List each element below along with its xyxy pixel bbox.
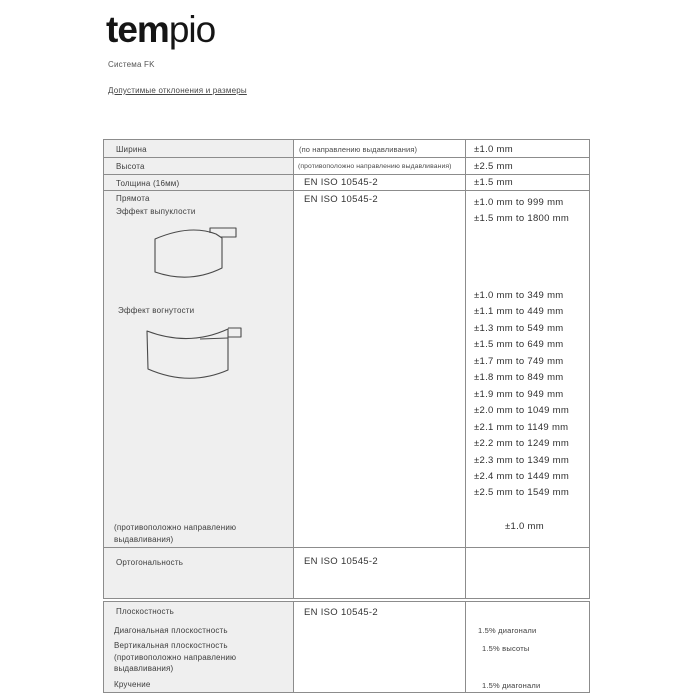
- concavity-values: ±1.0 mm to 349 mm ±1.1 mm to 449 mm ±1.3 mm to 549 mm ±1.5 mm to 649 mm ±1.7 mm to 749 mm ±1.8 mm to 849 mm ±1.9 mm to 949 mm ±2.0 mm to 1049 mm ±2.1 mm to 1149 mm ±2.2 mm to 1249 mm ±2.3 mm to 1349 mm ±2.4 mm to 1449 mm ±2.5 mm to 1549 mm: [474, 290, 570, 499]
- logo-text-light: pio: [168, 9, 216, 50]
- table-row-width: [104, 140, 589, 158]
- row-method: EN ISO 10545-2: [304, 556, 378, 567]
- row-value: ±1.5 mm: [474, 177, 513, 188]
- concave-bow-profile-icon: [144, 323, 246, 387]
- row-label: Ортогональность: [116, 558, 184, 567]
- concavity-label: Эффект вогнутости: [118, 306, 195, 315]
- row-method: (по направлению выдавливания): [299, 145, 418, 154]
- row-value: ±1.0 mm: [474, 144, 513, 155]
- convexity-label: Эффект выпуклости: [116, 207, 196, 216]
- row-value: ±2.5 mm: [474, 161, 513, 172]
- torsion-value: 1.5% диагонали: [482, 681, 541, 690]
- diagonal-flatness-label: Диагональная плоскостность: [114, 626, 228, 635]
- row-method: EN ISO 10545-2: [304, 177, 378, 188]
- flatness-label: Плоскостность: [116, 607, 174, 616]
- deviations-link[interactable]: Допустимые отклонения и размеры: [108, 86, 247, 95]
- opposite-direction-value: ±1.0 mm: [505, 521, 544, 532]
- straightness-method: EN ISO 10545-2: [304, 194, 378, 205]
- flatness-method: EN ISO 10545-2: [304, 607, 378, 618]
- flatness-table: [103, 601, 590, 693]
- table-row-orthogonality: [104, 548, 589, 598]
- table-row-thickness: [104, 175, 589, 191]
- table-row-straightness: [104, 191, 589, 548]
- tolerances-table: [103, 139, 590, 599]
- opposite-direction-label: (противоположно направлению выдавливания): [114, 523, 237, 544]
- vertical-flatness-value: 1.5% высоты: [482, 644, 530, 653]
- table-row-height: [104, 158, 589, 175]
- convexity-values: ±1.0 mm to 999 mm ±1.5 mm to 1800 mm: [474, 197, 570, 225]
- torsion-label: Кручение: [114, 680, 151, 689]
- diagonal-flatness-value: 1.5% диагонали: [478, 626, 537, 635]
- straightness-label: Прямота: [116, 194, 150, 203]
- system-label: Система FK: [108, 60, 155, 69]
- tempio-logo: [106, 10, 215, 51]
- logo-text-bold: tem: [106, 9, 169, 50]
- vertical-flatness-label: Вертикальная плоскостность (противоположно направлению выдавливания): [114, 641, 237, 673]
- convex-bow-profile-icon: [150, 224, 240, 284]
- row-method: (противоположно направлению выдавливания): [298, 163, 452, 170]
- row-label: Ширина: [116, 145, 147, 154]
- row-label: Толщина (16мм): [116, 179, 180, 188]
- table-row-flatness: [104, 602, 589, 692]
- row-label: Высота: [116, 162, 145, 171]
